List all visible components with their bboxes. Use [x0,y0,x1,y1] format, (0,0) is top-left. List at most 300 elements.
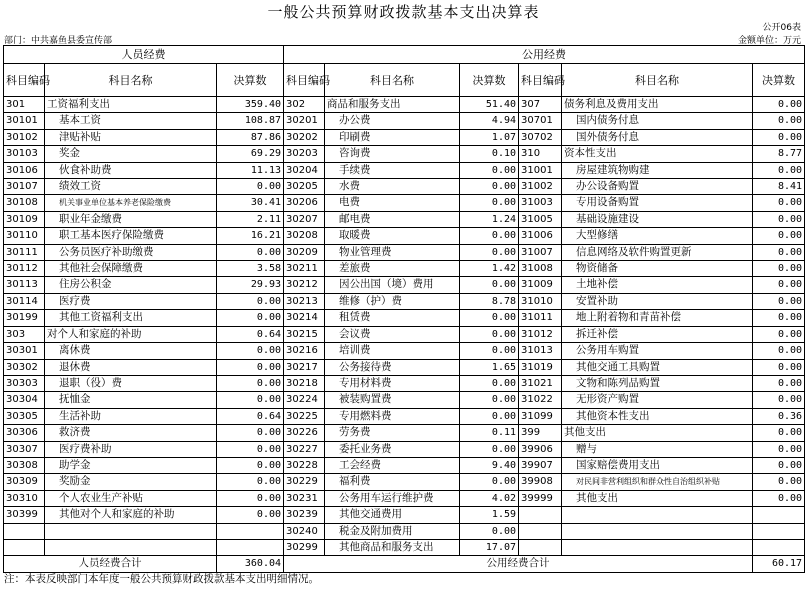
cell-name: 对个人和家庭的补助 [45,326,217,342]
cell-code: 30211 [284,261,325,277]
cell-code: 30304 [4,392,45,408]
cell-name: 机关事业单位基本养老保险缴费 [45,195,217,211]
cell-code [4,523,45,539]
cell-code: 31019 [519,359,562,375]
cell-name: 信息网络及软件购置更新 [562,244,753,260]
cell-code: 30228 [284,457,325,473]
cell-code: 31001 [519,162,562,178]
cell-code: 31003 [519,195,562,211]
cell-code: 31012 [519,326,562,342]
cell-code: 30209 [284,244,325,260]
col-header-name: 科目名称 [562,64,753,97]
cell-code: 30306 [4,425,45,441]
cell-code: 30309 [4,474,45,490]
cell-name: 基础设施建设 [562,211,753,227]
table-row [4,375,805,391]
cell-name [45,539,217,555]
cell-name: 赠与 [562,441,753,457]
cell-code: 31099 [519,408,562,424]
cell-amount: 0.00 [460,326,519,342]
cell-amount: 0.00 [753,310,805,326]
cell-name: 其他支出 [562,490,753,506]
cell-code: 30217 [284,359,325,375]
cell-amount: 8.78 [460,293,519,309]
cell-name: 津贴补贴 [45,129,217,145]
cell-amount: 0.00 [460,195,519,211]
cell-amount: 16.21 [217,228,284,244]
table-row [4,343,805,359]
cell-amount: 0.00 [753,129,805,145]
cell-amount: 0.00 [460,228,519,244]
cell-amount: 0.00 [753,277,805,293]
cell-amount: 0.00 [753,261,805,277]
table-row [4,408,805,424]
cell-amount: 0.00 [753,425,805,441]
cell-amount: 0.00 [217,293,284,309]
cell-code: 30399 [4,507,45,523]
cell-name: 因公出国（境）费用 [325,277,460,293]
cell-code: 30107 [4,179,45,195]
cell-name: 专用燃料费 [325,408,460,424]
cell-name: 安置补助 [562,293,753,309]
cell-amount: 359.40 [217,97,284,113]
cell-name: 福利费 [325,474,460,490]
cell-amount: 17.07 [460,539,519,555]
cell-name: 专用设备购置 [562,195,753,211]
cell-code: 30702 [519,129,562,145]
cell-code: 30218 [284,375,325,391]
cell-name: 住房公积金 [45,277,217,293]
cell-amount: 0.00 [460,392,519,408]
table-row [4,474,805,490]
cell-name: 公务用车购置 [562,343,753,359]
cell-amount: 0.64 [217,326,284,342]
cell-amount: 0.00 [217,179,284,195]
cell-amount: 0.00 [217,474,284,490]
cell-amount: 0.00 [753,113,805,129]
table-row [4,211,805,227]
cell-amount: 0.64 [217,408,284,424]
cell-amount: 8.41 [753,179,805,195]
cell-name: 专用材料费 [325,375,460,391]
group-header-personnel: 人员经费 [4,46,284,64]
cell-amount: 0.00 [217,375,284,391]
cell-name: 办公设备购置 [562,179,753,195]
cell-code: 30112 [4,261,45,277]
table-row [4,244,805,260]
cell-name: 其他社会保障缴费 [45,261,217,277]
cell-code: 30205 [284,179,325,195]
cell-name: 咨询费 [325,146,460,162]
cell-amount: 0.10 [460,146,519,162]
cell-code: 30303 [4,375,45,391]
cell-name: 差旅费 [325,261,460,277]
cell-code: 30224 [284,392,325,408]
cell-amount: 1.65 [460,359,519,375]
cell-code [519,507,562,523]
cell-amount: 0.00 [753,228,805,244]
cell-code: 30110 [4,228,45,244]
cell-name: 办公费 [325,113,460,129]
col-header-amount: 决算数 [753,64,805,97]
cell-code: 30204 [284,162,325,178]
cell-code: 302 [284,97,325,113]
cell-code: 30103 [4,146,45,162]
cell-amount: 0.00 [217,244,284,260]
cell-code: 30301 [4,343,45,359]
col-header-code: 科目编码 [284,64,325,97]
cell-amount: 87.86 [217,129,284,145]
cell-amount: 108.87 [217,113,284,129]
cell-code: 30299 [284,539,325,555]
cell-name: 物资储备 [562,261,753,277]
cell-amount [753,539,805,555]
cell-amount: 0.00 [753,244,805,260]
cell-amount: 0.00 [460,474,519,490]
cell-code: 30225 [284,408,325,424]
table-row [4,539,805,555]
cell-name: 被装购置费 [325,392,460,408]
cell-name: 基本工资 [45,113,217,129]
table-row [4,441,805,457]
cell-amount: 1.59 [460,507,519,523]
cell-amount: 0.00 [217,457,284,473]
cell-code: 30239 [284,507,325,523]
cell-amount [217,523,284,539]
cell-code: 39906 [519,441,562,457]
cell-code: 30305 [4,408,45,424]
cell-name: 土地补偿 [562,277,753,293]
cell-name: 其他交通工具购置 [562,359,753,375]
cell-amount: 0.00 [753,97,805,113]
table-row [4,97,805,113]
cell-name: 伙食补助费 [45,162,217,178]
table-row [4,523,805,539]
cell-code [4,539,45,555]
cell-amount: 0.00 [217,441,284,457]
cell-amount: 0.00 [753,343,805,359]
cell-name: 国内债务付息 [562,113,753,129]
cell-amount: 0.00 [753,211,805,227]
col-header-amount: 决算数 [217,64,284,97]
cell-amount: 0.00 [217,359,284,375]
table-row [4,129,805,145]
cell-name: 抚恤金 [45,392,217,408]
table-row [4,310,805,326]
cell-amount: 0.00 [460,179,519,195]
cell-name: 工会经费 [325,457,460,473]
cell-amount: 0.00 [753,375,805,391]
cell-name [562,507,753,523]
cell-name: 无形资产购置 [562,392,753,408]
cell-amount: 2.11 [217,211,284,227]
cell-amount: 9.40 [460,457,519,473]
cell-code: 303 [4,326,45,342]
cell-name: 培训费 [325,343,460,359]
cell-amount: 0.00 [460,244,519,260]
cell-name: 退休费 [45,359,217,375]
cell-name: 拆迁补偿 [562,326,753,342]
cell-code: 30214 [284,310,325,326]
table-row [4,228,805,244]
cell-name: 邮电费 [325,211,460,227]
cell-code: 30208 [284,228,325,244]
cell-code: 30240 [284,523,325,539]
cell-code: 30216 [284,343,325,359]
cell-amount: 0.00 [460,408,519,424]
table-row [4,113,805,129]
department-label: 部门：中共嘉鱼县委宣传部 [4,36,113,46]
cell-amount: 1.07 [460,129,519,145]
cell-name: 其他工资福利支出 [45,310,217,326]
cell-name: 职业年金缴费 [45,211,217,227]
cell-amount: 0.00 [753,293,805,309]
cell-name: 生活补助 [45,408,217,424]
cell-amount: 69.29 [217,146,284,162]
cell-name: 其他交通费用 [325,507,460,523]
cell-amount: 0.00 [460,375,519,391]
page-title: 一般公共预算财政拨款基本支出决算表 [267,3,540,21]
cell-name: 医疗费补助 [45,441,217,457]
cell-code: 30226 [284,425,325,441]
cell-name: 文物和陈列品购置 [562,375,753,391]
table-row [4,457,805,473]
cell-code: 301 [4,97,45,113]
cell-code: 30101 [4,113,45,129]
cell-code: 31009 [519,277,562,293]
cell-amount: 30.41 [217,195,284,211]
table-row [4,392,805,408]
cell-code: 31006 [519,228,562,244]
cell-code: 31022 [519,392,562,408]
cell-amount: 4.94 [460,113,519,129]
col-header-name: 科目名称 [325,64,460,97]
table-row [4,293,805,309]
cell-amount: 0.00 [217,507,284,523]
cell-code: 30202 [284,129,325,145]
personnel-total-value: 360.04 [217,556,284,572]
cell-name: 救济费 [45,425,217,441]
cell-code: 30701 [519,113,562,129]
cell-amount: 0.00 [217,490,284,506]
cell-amount: 0.00 [217,343,284,359]
cell-amount: 0.00 [460,310,519,326]
cell-amount: 0.36 [753,408,805,424]
cell-amount: 0.00 [460,277,519,293]
cell-name: 会议费 [325,326,460,342]
cell-amount: 8.77 [753,146,805,162]
cell-code: 30310 [4,490,45,506]
cell-name: 个人农业生产补贴 [45,490,217,506]
cell-code: 39908 [519,474,562,490]
col-header-amount: 决算数 [460,64,519,97]
cell-code: 30212 [284,277,325,293]
cell-name: 职工基本医疗保险缴费 [45,228,217,244]
cell-amount: 0.00 [217,392,284,408]
cell-code: 31011 [519,310,562,326]
cell-name: 劳务费 [325,425,460,441]
cell-name: 对民间非营利组织和群众性自治组织补贴 [562,474,753,490]
cell-amount: 0.00 [753,474,805,490]
table-row [4,507,805,523]
cell-code: 31002 [519,179,562,195]
cell-amount: 0.00 [460,441,519,457]
cell-name: 商品和服务支出 [325,97,460,113]
cell-amount: 11.13 [217,162,284,178]
cell-amount [753,523,805,539]
cell-amount: 0.00 [753,162,805,178]
cell-code: 31005 [519,211,562,227]
cell-code: 30229 [284,474,325,490]
cell-name: 税金及附加费用 [325,523,460,539]
cell-name: 退职（役）费 [45,375,217,391]
cell-name: 其他商品和服务支出 [325,539,460,555]
table-row [4,277,805,293]
cell-amount: 0.00 [753,457,805,473]
cell-name: 其他支出 [562,425,753,441]
cell-amount: 0.00 [753,392,805,408]
cell-name: 工资福利支出 [45,97,217,113]
cell-name: 物业管理费 [325,244,460,260]
table-body [4,97,805,556]
cell-amount: 0.00 [217,310,284,326]
cell-amount: 0.00 [217,425,284,441]
cell-amount [217,539,284,555]
cell-code: 30113 [4,277,45,293]
form-code: 公开06表 [762,23,801,33]
cell-name: 奖励金 [45,474,217,490]
cell-code: 30207 [284,211,325,227]
table-row [4,359,805,375]
public-total-label: 公用经费合计 [284,556,753,572]
cell-code: 39907 [519,457,562,473]
cell-name: 奖金 [45,146,217,162]
cell-amount: 0.00 [753,359,805,375]
table-row [4,490,805,506]
cell-name: 维修（护）费 [325,293,460,309]
public-total-value: 60.17 [753,556,805,572]
cell-name: 房屋建筑物购建 [562,162,753,178]
table-row [4,179,805,195]
table-row [4,326,805,342]
group-header-public: 公用经费 [284,46,805,64]
cell-code: 31013 [519,343,562,359]
cell-code: 39999 [519,490,562,506]
table-row [4,195,805,211]
cell-name: 国外债务付息 [562,129,753,145]
table-row [4,425,805,441]
cell-code: 30199 [4,310,45,326]
table-row [4,146,805,162]
unit-label: 金额单位：万元 [737,36,801,46]
table-row [4,261,805,277]
cell-name [562,539,753,555]
cell-name: 公务用车运行维护费 [325,490,460,506]
cell-name: 租赁费 [325,310,460,326]
cell-name: 地上附着物和青苗补偿 [562,310,753,326]
cell-name: 其他资本性支出 [562,408,753,424]
cell-name: 国家赔偿费用支出 [562,457,753,473]
cell-code: 30109 [4,211,45,227]
cell-name: 电费 [325,195,460,211]
cell-code: 30201 [284,113,325,129]
cell-amount: 0.00 [460,523,519,539]
cell-code: 31010 [519,293,562,309]
cell-code: 30307 [4,441,45,457]
cell-amount: 1.24 [460,211,519,227]
cell-amount: 0.00 [753,195,805,211]
cell-amount: 1.42 [460,261,519,277]
cell-amount: 51.40 [460,97,519,113]
cell-amount: 0.00 [753,326,805,342]
cell-code: 30111 [4,244,45,260]
cell-code: 31021 [519,375,562,391]
cell-amount [753,507,805,523]
cell-code: 30206 [284,195,325,211]
cell-code: 30308 [4,457,45,473]
cell-name: 助学金 [45,457,217,473]
cell-code: 30231 [284,490,325,506]
cell-code: 399 [519,425,562,441]
cell-code: 30213 [284,293,325,309]
cell-code: 30203 [284,146,325,162]
expenditure-table [3,45,805,573]
cell-code: 30108 [4,195,45,211]
cell-name: 委托业务费 [325,441,460,457]
cell-code [519,523,562,539]
cell-name: 医疗费 [45,293,217,309]
cell-name [562,523,753,539]
cell-code: 310 [519,146,562,162]
col-header-code: 科目编码 [519,64,562,97]
cell-amount: 0.00 [753,490,805,506]
personnel-total-label: 人员经费合计 [4,556,217,572]
cell-code: 30215 [284,326,325,342]
cell-code: 30227 [284,441,325,457]
footnote: 注：本表反映部门本年度一般公共预算财政拨款基本支出明细情况。 [4,573,319,585]
col-header-name: 科目名称 [45,64,217,97]
cell-name: 公务接待费 [325,359,460,375]
cell-amount: 3.58 [217,261,284,277]
cell-amount: 0.11 [460,425,519,441]
cell-name: 资本性支出 [562,146,753,162]
cell-name: 大型修缮 [562,228,753,244]
cell-name [45,523,217,539]
cell-code: 30102 [4,129,45,145]
cell-name: 公务员医疗补助缴费 [45,244,217,260]
table-row [4,162,805,178]
cell-code: 30114 [4,293,45,309]
cell-name: 水费 [325,179,460,195]
cell-name: 印刷费 [325,129,460,145]
cell-name: 其他对个人和家庭的补助 [45,507,217,523]
cell-amount: 29.93 [217,277,284,293]
cell-name: 手续费 [325,162,460,178]
cell-code: 31007 [519,244,562,260]
cell-code: 30302 [4,359,45,375]
cell-amount: 0.00 [753,441,805,457]
cell-amount: 0.00 [460,343,519,359]
cell-code: 30106 [4,162,45,178]
cell-amount: 4.02 [460,490,519,506]
cell-code: 307 [519,97,562,113]
cell-name: 绩效工资 [45,179,217,195]
cell-name: 债务利息及费用支出 [562,97,753,113]
cell-amount: 0.00 [460,162,519,178]
cell-name: 离休费 [45,343,217,359]
col-header-code: 科目编码 [4,64,45,97]
cell-code: 31008 [519,261,562,277]
